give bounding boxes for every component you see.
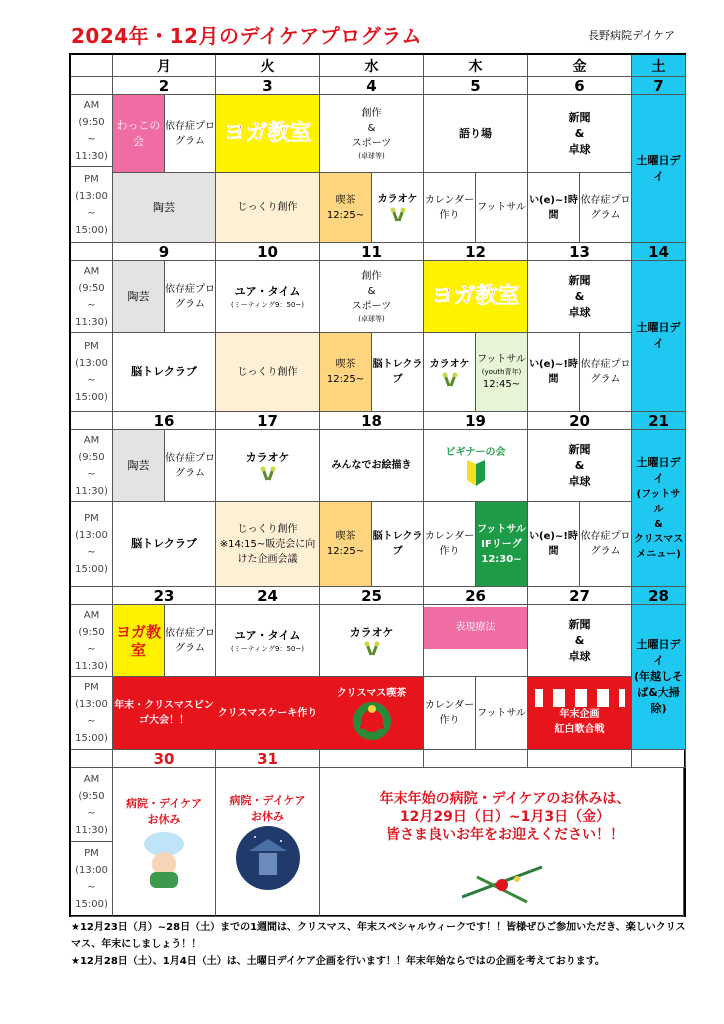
saturday-cell <box>632 430 686 587</box>
date-cell-label: 13 <box>569 243 590 261</box>
yoga-cell <box>216 95 320 173</box>
izon-cell-label: 依存症プログラム <box>165 120 215 147</box>
izon-pm-cell-label: 依存症プログラム <box>580 194 631 221</box>
date-cell-label: 23 <box>153 587 175 605</box>
beginner-label: ビギナーの会 <box>445 447 506 458</box>
am-time <box>71 430 113 502</box>
karaoke-mic-icon <box>259 466 277 482</box>
closed-day-label: 病院・デイケア お休み <box>229 794 306 823</box>
sat21-note: (フットサル & クリスマスメニュー) <box>633 488 684 560</box>
closed-day-31 <box>216 768 320 917</box>
date-cell <box>528 77 632 95</box>
day-header <box>632 55 686 77</box>
date-cell-label: 5 <box>470 77 481 95</box>
date-cell-label: 19 <box>465 412 486 430</box>
noutore-cell-label: 脳トレクラブ <box>131 365 197 378</box>
date-cell-label: 26 <box>465 587 486 605</box>
noutore-short-cell-label: 脳トレクラブ <box>372 531 423 557</box>
date-blank <box>71 750 113 768</box>
day-header-label: 水 <box>364 58 379 75</box>
karaoke-label: カラオケ <box>429 358 470 370</box>
date-cell <box>424 587 528 605</box>
kouhaku-label: 年末企画 紅白歌合戦 <box>554 709 605 735</box>
date-cell <box>320 77 424 95</box>
day-header-label: 月 <box>157 58 171 75</box>
date-cell-label: 4 <box>366 77 377 95</box>
sousaku-cell <box>320 261 424 333</box>
hyougen-cell <box>424 605 528 677</box>
date-cell-label: 6 <box>574 77 585 95</box>
pine-decoration-icon <box>457 857 547 907</box>
day-header <box>216 55 320 77</box>
kissa-cell <box>320 502 372 587</box>
am-time-label: AM (9:50 ~ 11:30) <box>75 434 108 497</box>
date-cell <box>216 412 320 430</box>
futsal-cell <box>476 173 528 243</box>
date-cell-label: 21 <box>648 412 669 430</box>
date-cell-label: 3 <box>262 77 273 95</box>
futsal-if-cell <box>476 502 528 587</box>
futsal-cell <box>476 677 528 750</box>
yua-cell <box>216 605 320 677</box>
note-2: ★12月28日（土）、1月4日（土）は、土曜日デイケア企画を行います！！年末年始ならではの企画を考えております。 <box>71 956 605 967</box>
date-cell <box>528 587 632 605</box>
futsal-time: 12:45~ <box>482 379 521 390</box>
jikkuri-cell <box>216 333 320 412</box>
pm-time-label: PM (13:00 ~ 15:00) <box>75 848 108 910</box>
bingo-cell <box>113 677 216 750</box>
day-header <box>320 55 424 77</box>
ie-cell <box>528 173 580 243</box>
wakko-cell-label: わっこの会 <box>116 118 161 148</box>
shinbun-cell <box>528 430 632 502</box>
date-cell-label: 11 <box>361 243 382 261</box>
izon-cell <box>165 261 216 333</box>
saturday-cell <box>632 95 686 243</box>
calendar-cell-label: カレンダー作り <box>424 531 475 557</box>
hyougen-label: 表現療法 <box>455 622 496 633</box>
calendar-cell <box>424 502 476 587</box>
tougei-cell <box>113 261 165 333</box>
karaoke-cell <box>320 605 424 677</box>
date-cell-label: 14 <box>648 243 669 261</box>
yua-cell <box>216 261 320 333</box>
shinbun-cell-label: 新聞 & 卓球 <box>568 617 591 663</box>
noutore-short-cell <box>372 333 424 412</box>
date-cell <box>424 77 528 95</box>
karaoke-cell <box>424 333 476 412</box>
ie-cell <box>528 333 580 412</box>
organization-name: 長野病院デイケア <box>588 29 676 42</box>
futsal-if-cell-label: フットサル IFリーグ 12:30~ <box>477 523 526 565</box>
date-cell <box>113 77 216 95</box>
karaoke-mic-icon <box>363 641 381 657</box>
am-time-label: AM (9:50 ~ 11:30) <box>75 99 108 162</box>
saturday-cell <box>632 261 686 412</box>
futsal-cell-label: フットサル <box>477 707 526 719</box>
date-cell-label: 2 <box>158 77 170 95</box>
date-cell <box>528 750 632 768</box>
date-cell <box>216 77 320 95</box>
shinbun-cell-label: 新聞 & 卓球 <box>568 273 591 319</box>
date-cell <box>320 587 424 605</box>
date-blank <box>71 77 113 95</box>
am-time <box>71 768 113 842</box>
katariba-cell-label: 語り場 <box>459 126 492 140</box>
karaoke-label: カラオケ <box>349 625 394 639</box>
takkyu-note: (卓球等) <box>358 152 385 160</box>
karaoke-label: カラオケ <box>245 450 290 464</box>
noutore-short-cell <box>372 502 424 587</box>
am-time <box>71 605 113 677</box>
page-title: 2024年・12月のデイケアプログラム <box>71 24 422 48</box>
date-cell-label: 25 <box>361 587 382 605</box>
saturday-cell-label: 土曜日デイ <box>636 321 681 350</box>
futsal-youth-cell <box>476 333 528 412</box>
yua-note: (ミーティング9：50~) <box>231 300 304 309</box>
shinbun-cell <box>528 95 632 173</box>
takkyu-note: (卓球等) <box>358 315 385 323</box>
day-header-label: 木 <box>468 58 483 75</box>
shinbun-cell-label: 新聞 & 卓球 <box>568 442 591 488</box>
date-cell <box>113 587 216 605</box>
date-cell <box>320 750 424 768</box>
wakko-cell <box>113 95 165 173</box>
temple-bell-icon <box>235 825 301 891</box>
noutore-cell <box>113 502 216 587</box>
ie-cell-label: い(e)~!時間 <box>529 194 578 221</box>
yoga-cell-label: ヨガ教室 <box>431 283 520 309</box>
note-1: ★12月23日（月）~28日（土）までの1週間は、クリスマス、年末スペシャルウィークです！！皆様ぜひご参加いただき、楽しいクリスマス、年末にしましょう！！ <box>71 922 686 950</box>
xmas-kissa-label: クリスマス喫茶 <box>336 687 407 699</box>
karaoke-cell <box>216 430 320 502</box>
ie-cell-label: い(e)~!時間 <box>529 531 578 557</box>
izon-pm-cell <box>580 173 632 243</box>
calendar-cell <box>424 677 476 750</box>
calendar-grid <box>69 53 686 917</box>
date-cell <box>216 587 320 605</box>
closed-day-30 <box>113 768 216 917</box>
kissa-cell <box>320 333 372 412</box>
date-cell-label: 10 <box>257 243 278 261</box>
yua-label: ユア・タイム <box>234 284 301 298</box>
date-cell <box>632 77 686 95</box>
beginner-mark-icon <box>465 460 487 486</box>
pm-time-label: PM (13:00 ~ 15:00) <box>75 341 108 403</box>
karaoke-cell <box>372 173 424 243</box>
yua-note: (ミーティング9：50~) <box>231 644 304 653</box>
date-cell <box>632 243 686 261</box>
date-cell <box>424 412 528 430</box>
izon-cell <box>165 95 216 173</box>
futsal-cell-label: フットサル <box>477 202 526 213</box>
kotatsu-boy-icon <box>134 828 194 888</box>
date-cell <box>320 243 424 261</box>
yoga-cell-label: ヨガ教室 <box>223 120 312 146</box>
date-cell <box>632 750 686 768</box>
shinbun-cell <box>528 261 632 333</box>
beginner-cell <box>424 430 528 502</box>
date-cell <box>113 750 216 768</box>
day-header <box>113 55 216 77</box>
day-header-label: 火 <box>260 58 275 75</box>
date-cell-label: 27 <box>569 587 590 605</box>
pm-time <box>71 333 113 412</box>
date-cell-label: 16 <box>153 412 175 430</box>
date-cell-label: 7 <box>653 77 664 95</box>
day-header <box>528 55 632 77</box>
ie-cell-label: い(e)~!時間 <box>529 359 578 385</box>
date-blank <box>71 587 113 605</box>
day-header <box>424 55 528 77</box>
cake-cell-label: クリスマスケーキ作り <box>217 707 318 719</box>
saturday-cell-label: 土曜日デイ <box>636 153 681 183</box>
jikkuri-note-cell <box>216 502 320 587</box>
closed-notice: 年末年始の病院・デイケアのお休みは、 12月29日（日）~1月3日（金） 皆さま良いお年をお迎えください！！ <box>379 791 631 843</box>
am-time-label: AM (9:50 ~ 11:30) <box>75 265 108 328</box>
am-time <box>71 261 113 333</box>
date-cell-label: 24 <box>257 587 278 605</box>
yua-label: ユア・タイム <box>234 628 301 642</box>
noutore-cell-label: 脳トレクラブ <box>131 537 197 550</box>
pm-time-label: PM (13:00 ~ 15:00) <box>75 682 108 744</box>
wreath-icon <box>352 701 392 741</box>
karaoke-mic-icon <box>441 372 459 388</box>
date-cell-label: 20 <box>569 412 590 430</box>
header-blank <box>71 55 113 77</box>
izon-pm-cell <box>580 333 632 412</box>
xmas-kissa-cell <box>320 677 424 750</box>
sousaku-cell <box>320 95 424 173</box>
sousaku-label: 創作 & スポーツ <box>351 108 392 149</box>
shinbun-cell-label: 新聞 & 卓球 <box>568 110 591 156</box>
date-cell <box>216 243 320 261</box>
pm-time <box>71 677 113 750</box>
ie-cell <box>528 502 580 587</box>
minna-cell-label: みんなでお絵描き <box>331 460 412 471</box>
yoga-cell <box>113 605 165 677</box>
pm-time <box>71 502 113 587</box>
karaoke-mic-icon <box>389 207 407 223</box>
izon-cell-label: 依存症プログラム <box>165 627 215 654</box>
jikkuri-cell-label: じっくり創作 <box>237 366 298 378</box>
izon-cell-label: 依存症プログラム <box>165 283 215 310</box>
izon-pm-cell-label: 依存症プログラム <box>580 359 631 385</box>
pm-time-label: PM (13:00 ~ 15:00) <box>75 513 108 575</box>
jikkuri-note-cell-label: じっくり創作 ※14:15~販売会に向けた企画会議 <box>219 523 316 565</box>
saturday-cell <box>632 605 686 750</box>
izon-pm-cell <box>580 502 632 587</box>
jikkuri-cell <box>216 173 320 243</box>
hyougen-box <box>424 607 527 649</box>
date-cell-label: 12 <box>465 243 486 261</box>
kissa-cell-label: 喫茶 12:25~ <box>326 531 365 557</box>
karaoke-label: カラオケ <box>377 194 418 205</box>
date-cell <box>632 412 686 430</box>
youth-note: (youth青年) <box>481 368 522 376</box>
cake-cell <box>216 677 320 750</box>
tougei-cell-label: 陶芸 <box>127 289 150 303</box>
noutore-cell <box>113 333 216 412</box>
noutore-short-cell-label: 脳トレクラブ <box>372 359 423 385</box>
bingo-cell-label: 年末・クリスマスビンゴ大会！！ <box>114 700 214 726</box>
curtain-icon <box>535 689 625 707</box>
pm-time-label: PM (13:00 ~ 15:00) <box>75 173 108 236</box>
date-cell <box>424 243 528 261</box>
date-cell-label: 17 <box>257 412 278 430</box>
date-cell <box>216 750 320 768</box>
tougei-cell-label: 陶芸 <box>153 200 175 214</box>
closed-day-label: 病院・デイケア お休み <box>125 797 202 826</box>
kissa-cell <box>320 173 372 243</box>
date-cell-label: 31 <box>257 750 278 768</box>
date-cell <box>113 243 216 261</box>
date-blank <box>71 243 113 261</box>
am-time-label: AM (9:50 ~ 11:30) <box>75 773 108 836</box>
futsal-label: フットサル <box>477 354 526 365</box>
sat21-label: 土曜日デイ <box>636 455 681 485</box>
yoga-cell <box>424 261 528 333</box>
calendar-cell <box>424 173 476 243</box>
izon-cell <box>165 430 216 502</box>
yoga-cell-label: ヨガ教室 <box>115 622 161 659</box>
shinbun-cell <box>528 605 632 677</box>
date-cell <box>528 412 632 430</box>
kissa-cell-label: 喫茶 12:25~ <box>326 194 365 221</box>
date-cell <box>528 243 632 261</box>
date-blank <box>71 412 113 430</box>
calendar-cell-label: カレンダー作り <box>424 194 475 221</box>
tougei-cell-label: 陶芸 <box>127 458 150 472</box>
pm-time <box>71 167 113 243</box>
date-cell-label: 28 <box>648 587 669 605</box>
day-header-label: 金 <box>572 58 587 75</box>
saturday-cell-label: 土曜日デイ (年越しそば&大掃除) <box>633 638 684 715</box>
am-time <box>71 95 113 167</box>
tougei-cell <box>113 430 165 502</box>
izon-pm-cell-label: 依存症プログラム <box>580 531 631 557</box>
date-cell-label: 30 <box>153 750 175 768</box>
am-time-label: AM (9:50 ~ 11:30) <box>75 609 108 672</box>
sousaku-label: 創作 & スポーツ <box>351 271 392 312</box>
pm-time <box>71 842 113 917</box>
date-cell-label: 9 <box>158 243 170 261</box>
katariba-cell <box>424 95 528 173</box>
tougei-cell <box>113 173 216 243</box>
calendar-cell-label: カレンダー作り <box>424 700 475 726</box>
date-cell <box>424 750 528 768</box>
minna-cell <box>320 430 424 502</box>
notes <box>71 919 691 970</box>
date-cell <box>632 587 686 605</box>
date-cell <box>113 412 216 430</box>
izon-cell <box>165 605 216 677</box>
date-cell-label: 18 <box>361 412 382 430</box>
day-header-label: 土 <box>651 58 666 75</box>
izon-cell-label: 依存症プログラム <box>165 452 215 479</box>
kouhaku-cell <box>528 677 632 750</box>
jikkuri-cell-label: じっくり創作 <box>237 202 298 213</box>
date-cell <box>320 412 424 430</box>
kissa-cell-label: 喫茶 12:25~ <box>326 359 365 385</box>
